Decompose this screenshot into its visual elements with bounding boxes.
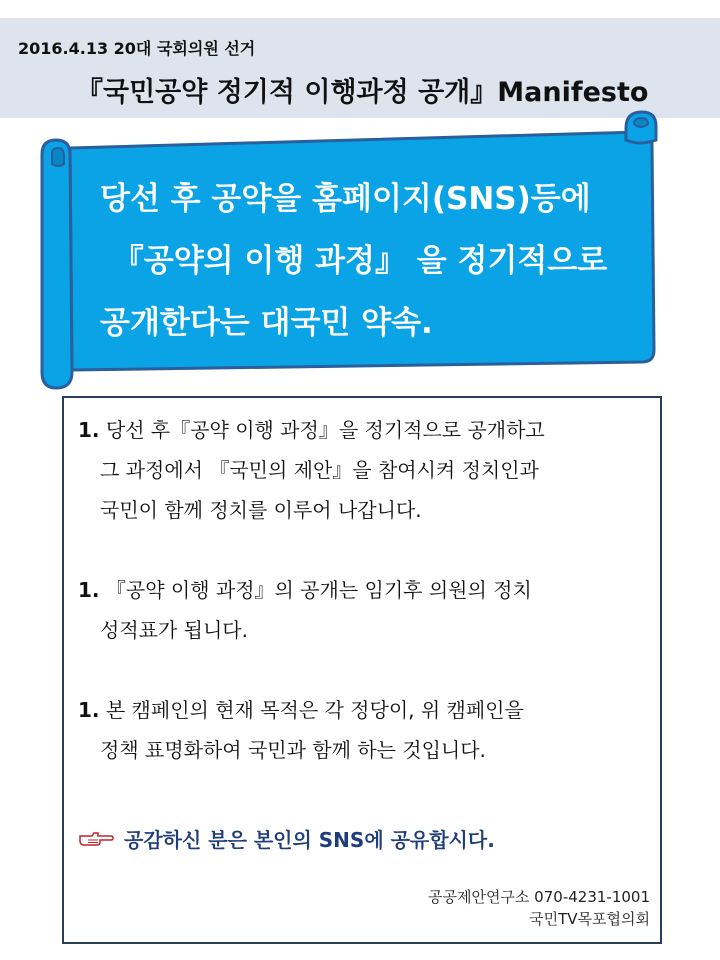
item-text: 본 캠페인의 현재 목적은 각 정당이, 위 캠페인을 — [105, 698, 524, 722]
footer-contact — [428, 886, 650, 930]
item-number: 1. — [78, 418, 100, 442]
list-item — [78, 410, 545, 530]
item-text: 당선 후『공약 이행 과정』을 정기적으로 공개하고 — [105, 418, 545, 442]
share-callout — [78, 824, 495, 853]
item-text: 정책 표명화하여 국민과 함께 하는 것입니다. — [100, 738, 486, 762]
item-number: 1. — [78, 578, 100, 602]
list-item — [78, 570, 532, 650]
banner-line-2: 『공약의 이행 과정』 을 정기적으로 — [112, 243, 608, 279]
item-text: 성적표가 됩니다. — [100, 618, 248, 642]
share-text: 공감하신 분은 본인의 SNS에 공유합시다. — [124, 828, 495, 852]
footer-line-2: 국민TV목포협의회 — [529, 910, 650, 928]
item-text: 그 과정에서 『국민의 제안』을 참여시켜 정치인과 — [100, 458, 539, 482]
item-number: 1. — [78, 698, 100, 722]
item-text: 『공약 이행 과정』의 공개는 임기후 의원의 정치 — [105, 578, 532, 602]
scroll-banner — [0, 0, 720, 400]
banner-text — [72, 168, 648, 354]
banner-line-1: 당선 후 공약을 홈페이지(SNS)등에 — [100, 181, 591, 217]
list-item — [78, 690, 524, 770]
footer-line-1: 공공제안연구소 070-4231-1001 — [427, 888, 650, 906]
content-box — [62, 396, 662, 944]
header-title: 『국민공약 정기적 이행과정 공개』Manifesto — [76, 77, 649, 108]
header-date: 2016.4.13 20대 국회의원 선거 — [18, 39, 256, 58]
pointing-hand-icon — [78, 830, 114, 848]
banner-line-3: 공개한다는 대국민 약속. — [100, 305, 433, 341]
item-text: 국민이 함께 정치를 이루어 나갑니다. — [100, 498, 422, 522]
